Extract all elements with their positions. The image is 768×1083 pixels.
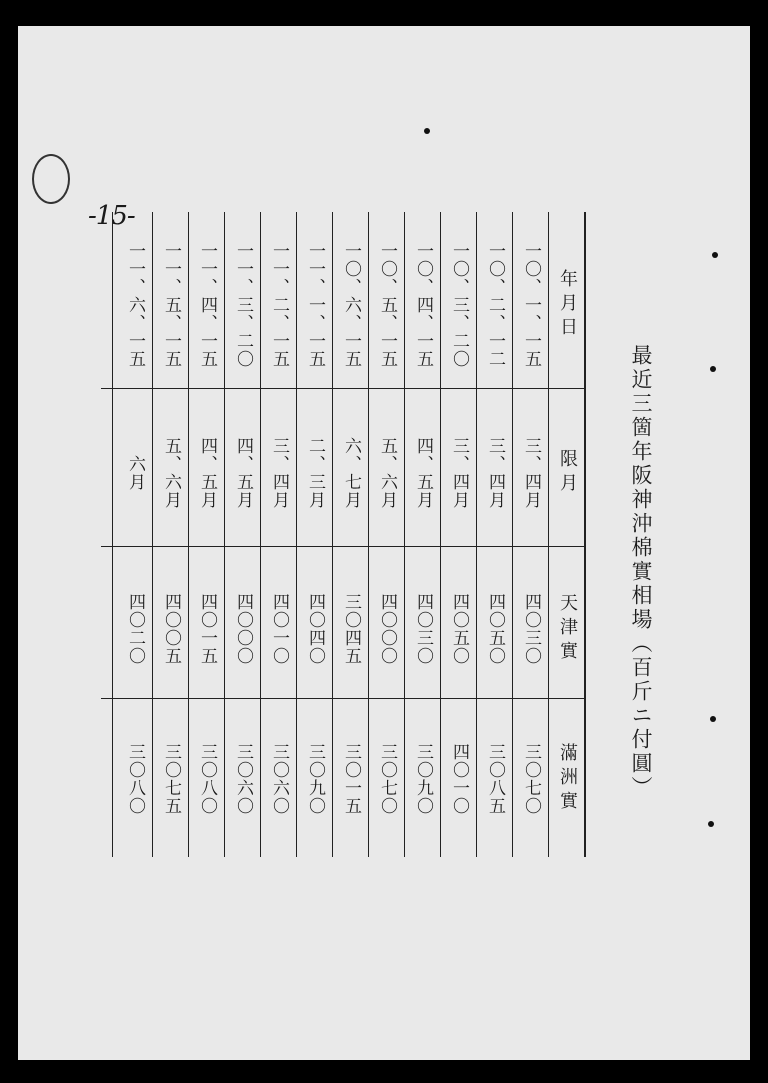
page-number: -15- <box>88 201 135 231</box>
cell-tianjin: 四〇四〇 <box>305 593 325 665</box>
cell-delivery: 三、四月 <box>269 437 289 509</box>
table-header-column <box>549 212 585 857</box>
table-row <box>405 212 441 857</box>
cell-tianjin: 四〇一五 <box>197 593 217 665</box>
price-table <box>112 212 586 857</box>
cell-tianjin: 四〇〇五 <box>161 593 181 665</box>
table-row <box>333 212 369 857</box>
cell-delivery: 三、四月 <box>449 437 469 509</box>
cell-tianjin: 三〇四五 <box>341 593 361 665</box>
cell-manchuria: 四〇一〇 <box>449 743 469 815</box>
table-row <box>369 212 405 857</box>
speck-mark <box>712 252 718 258</box>
cell-date: 一一、三、二〇 <box>233 242 253 368</box>
cell-manchuria: 三〇七五 <box>161 743 181 815</box>
cell-manchuria: 三〇六〇 <box>269 743 289 815</box>
cell-manchuria: 三〇八五 <box>485 743 505 815</box>
cell-delivery: 四、五月 <box>413 437 433 509</box>
cell-manchuria: 三〇七〇 <box>521 743 541 815</box>
table-row <box>189 212 225 857</box>
cell-date: 一一、四、一五 <box>197 242 217 368</box>
cell-date: 一一、二、一五 <box>269 242 289 368</box>
speck-mark <box>424 128 430 134</box>
table-row <box>225 212 261 857</box>
cell-date: 一〇、六、一五 <box>341 242 361 368</box>
cell-manchuria: 三〇八〇 <box>125 743 145 815</box>
cell-manchuria: 三〇六〇 <box>233 743 253 815</box>
cell-manchuria: 三〇九〇 <box>413 743 433 815</box>
speck-mark <box>710 366 716 372</box>
table-row <box>477 212 513 857</box>
table-row <box>297 212 333 857</box>
cell-date: 一〇、二、一二 <box>485 242 505 368</box>
cell-tianjin: 四〇〇〇 <box>377 593 397 665</box>
cell-delivery: 二、三月 <box>305 437 325 509</box>
cell-date: 一一、五、一五 <box>161 242 181 368</box>
cell-delivery: 六、七月 <box>341 437 361 509</box>
cell-date: 一〇、一、一五 <box>521 242 541 368</box>
table-row <box>513 212 549 857</box>
header-tianjin: 天津實 <box>557 593 578 665</box>
header-manchuria: 滿洲實 <box>557 743 578 815</box>
table-row <box>441 212 477 857</box>
cell-delivery: 五、六月 <box>161 437 181 509</box>
cell-tianjin: 四〇五〇 <box>485 593 505 665</box>
table-row <box>153 212 189 857</box>
cell-delivery: 四、五月 <box>233 437 253 509</box>
cell-date: 一一、一、一五 <box>305 242 325 368</box>
cell-date: 一〇、五、一五 <box>377 242 397 368</box>
cell-delivery: 五、六月 <box>377 437 397 509</box>
speck-mark <box>708 821 714 827</box>
cell-manchuria: 三〇九〇 <box>305 743 325 815</box>
document-title: 最近三箇年阪神沖棉實相場（百斤ニ付圓） <box>629 344 653 800</box>
cell-delivery: 四、五月 <box>197 437 217 509</box>
header-delivery: 限月 <box>557 449 578 497</box>
table-row <box>117 212 153 857</box>
cell-tianjin: 四〇〇〇 <box>233 593 253 665</box>
handwritten-circle-mark <box>32 154 70 204</box>
cell-manchuria: 三〇八〇 <box>197 743 217 815</box>
cell-date: 一〇、三、二〇 <box>449 242 469 368</box>
table-row <box>261 212 297 857</box>
cell-delivery: 三、四月 <box>521 437 541 509</box>
cell-tianjin: 四〇一〇 <box>269 593 289 665</box>
cell-date: 一一、六、一五 <box>125 242 145 368</box>
cell-tianjin: 四〇五〇 <box>449 593 469 665</box>
cell-manchuria: 三〇一五 <box>341 743 361 815</box>
cell-manchuria: 三〇七〇 <box>377 743 397 815</box>
cell-delivery: 三、四月 <box>485 437 505 509</box>
cell-date: 一〇、四、一五 <box>413 242 433 368</box>
cell-delivery: 六月 <box>125 455 145 491</box>
cell-tianjin: 四〇二〇 <box>125 593 145 665</box>
cell-tianjin: 四〇三〇 <box>413 593 433 665</box>
cell-tianjin: 四〇三〇 <box>521 593 541 665</box>
header-date: 年月日 <box>557 269 578 341</box>
speck-mark <box>710 716 716 722</box>
